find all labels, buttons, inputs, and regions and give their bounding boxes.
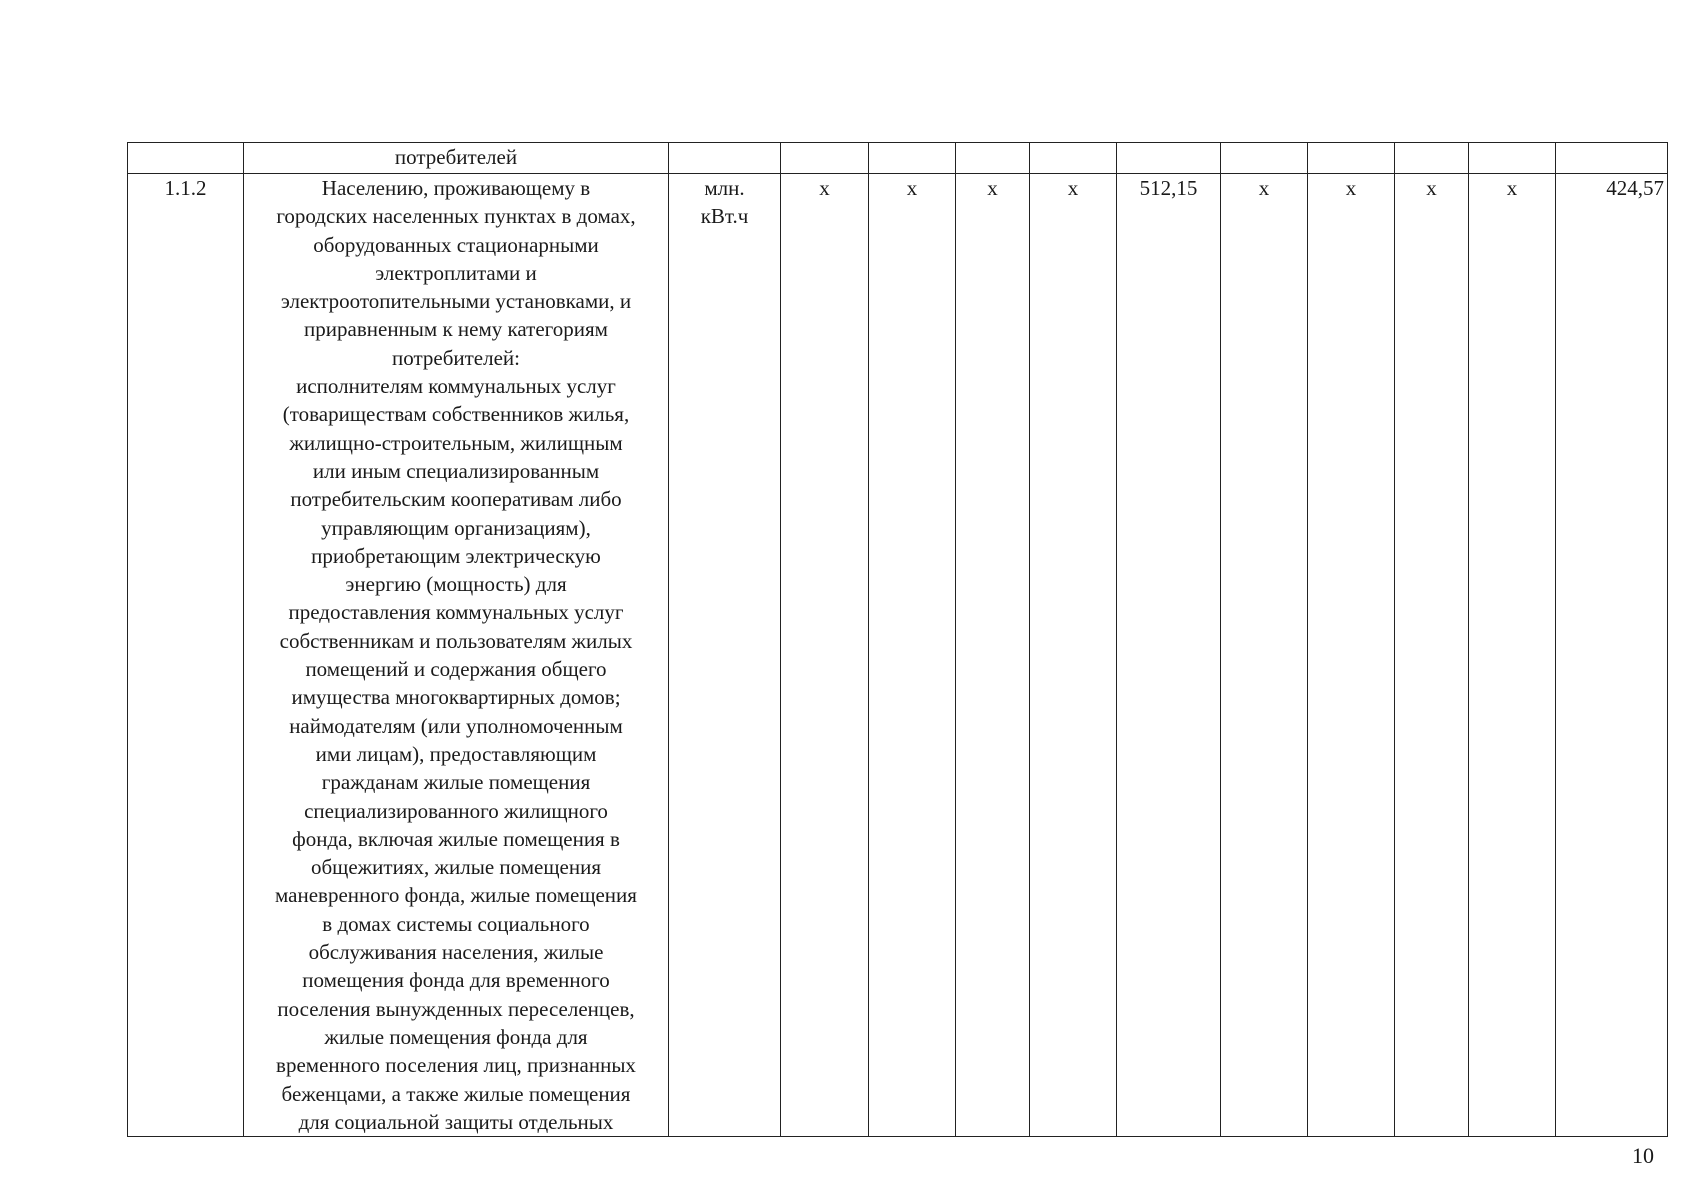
description-line: городских населенных пунктах в домах, — [276, 204, 636, 229]
description-line: общежитиях, жилые помещения — [311, 855, 601, 880]
description-line: специализированного жилищного — [304, 798, 608, 823]
description-line: Населению, проживающему в — [321, 176, 591, 200]
description-line: для социальной защиты отдельных — [298, 1109, 614, 1134]
description-line: гражданам жилые помещения — [321, 770, 591, 795]
unit-line: млн. — [704, 176, 745, 200]
row-value-4: х — [1030, 174, 1117, 1137]
description-line: электроотопительными установками, и — [280, 289, 632, 314]
table-row-continuation — [128, 143, 1668, 174]
row-value-9: х — [1469, 174, 1556, 1137]
description-line: оборудованных стационарными — [313, 232, 599, 257]
description-line: потребителей: — [391, 345, 520, 370]
description-line: маневренного фонда, жилые помещения — [275, 883, 637, 908]
cell-value-top-4 — [1030, 143, 1117, 174]
description-line: энергию (мощность) для — [345, 572, 567, 597]
description-line: беженцами, а также жилые помещения — [281, 1081, 631, 1106]
description-line: фонда, включая жилые помещения в — [292, 826, 620, 851]
description-line: обслуживания населения, жилые — [308, 940, 604, 965]
description-line: временного поселения лиц, признанных — [276, 1053, 636, 1078]
description-line: собственникам и пользователям жилых — [279, 628, 633, 653]
cell-value-top-6 — [1221, 143, 1308, 174]
description-line: жилищно-строительным, жилищным — [289, 430, 623, 455]
row-value-3: х — [956, 174, 1030, 1137]
description-line: имущества многоквартирных домов; — [291, 685, 621, 710]
description-line: в домах системы социального — [322, 911, 590, 936]
row-value-8: х — [1395, 174, 1469, 1137]
cell-value-top-7 — [1308, 143, 1395, 174]
page-number: 10 — [1632, 1143, 1654, 1168]
row-value-10: 424,57 — [1556, 174, 1668, 1137]
description-line: наймодателям (или уполномоченным — [289, 713, 623, 738]
cell-number-top — [128, 143, 244, 174]
description-line: ими лицам), предоставляющим — [315, 741, 597, 766]
description-line: (товариществам собственников жилья, — [282, 402, 630, 427]
cell-value-top-3 — [956, 143, 1030, 174]
cell-value-top-5 — [1117, 143, 1221, 174]
row-description — [244, 174, 669, 1137]
description-line: приравненным к нему категориям — [304, 317, 608, 342]
row-number: 1.1.2 — [128, 174, 244, 1137]
cell-value-top-9 — [1469, 143, 1556, 174]
cell-value-top-2 — [869, 143, 956, 174]
table-row — [128, 174, 1668, 1137]
row-value-2: х — [869, 174, 956, 1137]
description-line: электроплитами и — [375, 260, 537, 285]
description-line: поселения вынужденных переселенцев, — [277, 996, 635, 1021]
description-line: потребительским кооперативам либо — [290, 487, 622, 512]
description-line: исполнителям коммунальных услуг — [296, 374, 616, 399]
tariff-table — [127, 142, 1668, 1137]
description-line: помещения фонда для временного — [302, 968, 610, 993]
description-line: управляющим организациям), — [321, 515, 591, 540]
description-line: жилые помещения фонда для — [324, 1024, 588, 1049]
description-line: или иным специализированным — [312, 458, 600, 483]
cell-value-top-10 — [1556, 143, 1668, 174]
description-line: предоставления коммунальных услуг — [288, 600, 624, 625]
cell-value-top-1 — [781, 143, 869, 174]
row-value-5: 512,15 — [1117, 174, 1221, 1137]
row-value-7: х — [1308, 174, 1395, 1137]
description-line: приобретающим электрическую — [311, 543, 601, 568]
row-unit — [669, 174, 781, 1137]
cell-unit-top — [669, 143, 781, 174]
description-line: помещений и содержания общего — [305, 657, 607, 682]
unit-line: кВт.ч — [700, 204, 749, 229]
row-value-6: х — [1221, 174, 1308, 1137]
row-value-1: х — [781, 174, 869, 1137]
cell-value-top-8 — [1395, 143, 1469, 174]
cell-description-top: потребителей — [244, 143, 669, 174]
